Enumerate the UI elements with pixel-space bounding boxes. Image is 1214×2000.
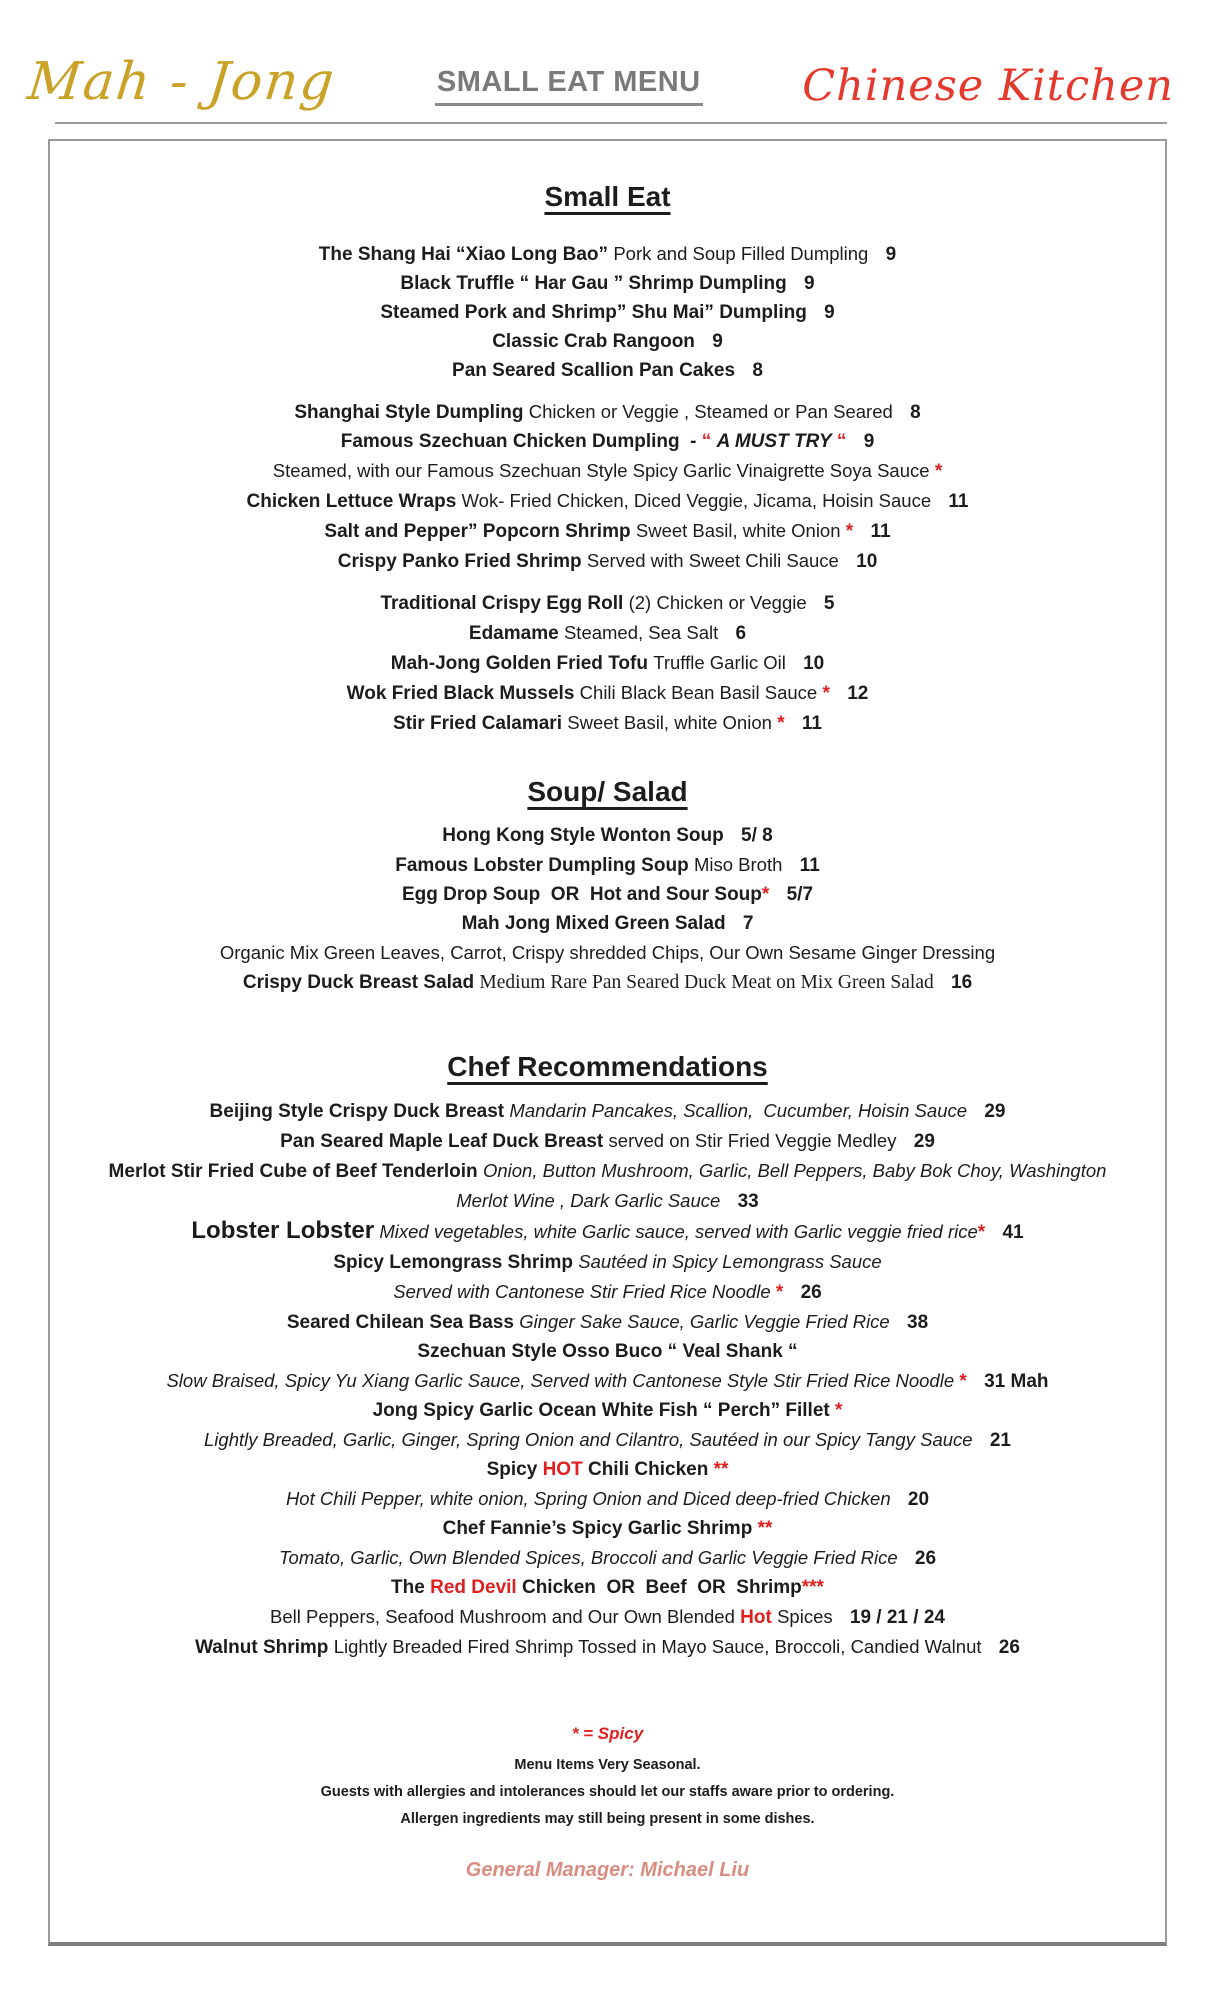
item-text: Pan Seared Maple Leaf Duck Breast bbox=[280, 1131, 604, 1152]
item-text: Spicy Lemongrass Shrimp bbox=[333, 1252, 573, 1273]
spicy-marker: * bbox=[845, 521, 854, 542]
price: 5/7 bbox=[786, 884, 814, 905]
item-text: Organic Mix Green Leaves, Carrot, Crispy shredded Chips, Our Own Sesame Ginger Dressing bbox=[219, 942, 996, 963]
price: 16 bbox=[951, 972, 973, 993]
highlight-text: Red Devil bbox=[430, 1577, 517, 1598]
item-text: Chef Fannie’s Spicy Garlic Shrimp bbox=[442, 1518, 753, 1539]
header bbox=[0, 0, 1214, 118]
menu-line bbox=[102, 1096, 1113, 1126]
price: 5/ 8 bbox=[741, 825, 773, 846]
price: 11 bbox=[948, 491, 969, 512]
item-text: Steamed Pork and Shrimp” Shu Mai” Dumpling bbox=[380, 302, 807, 323]
menu-line bbox=[102, 239, 1113, 269]
menu-line bbox=[102, 546, 1113, 576]
spicy-marker: “ bbox=[836, 431, 847, 452]
item-text: Medium Rare Pan Seared Duck Meat on Mix Green Salad bbox=[479, 972, 934, 993]
price: 6 bbox=[735, 623, 747, 644]
header-divider bbox=[55, 122, 1167, 124]
price: 9 bbox=[863, 431, 875, 452]
highlight-text: HOT bbox=[542, 1459, 583, 1480]
menu-line bbox=[102, 269, 1113, 298]
menu-sections bbox=[102, 181, 1113, 1662]
menu-line bbox=[102, 1514, 1113, 1543]
menu-line bbox=[102, 909, 1113, 938]
item-text: Chicken OR Beef OR Shrimp bbox=[521, 1577, 802, 1598]
menu-line bbox=[102, 1425, 1113, 1455]
spicy-marker: * bbox=[775, 1282, 784, 1303]
footer-note: Menu Items Very Seasonal. bbox=[514, 1757, 701, 1773]
item-text: Miso Broth bbox=[693, 854, 783, 875]
menu-line bbox=[102, 1484, 1113, 1514]
item-text: Sautéed in Spicy Lemongrass Sauce bbox=[578, 1251, 882, 1272]
item-group bbox=[102, 588, 1113, 738]
price: 26 bbox=[998, 1637, 1020, 1658]
menu-line bbox=[102, 298, 1113, 327]
item-text: Bell Peppers, Seafood Mushroom and Our Own Blended bbox=[270, 1606, 735, 1627]
item-text: Mandarin Pancakes, Scallion, Cucumber, Hoisin Sauce bbox=[509, 1100, 968, 1121]
menu-line bbox=[102, 1247, 1113, 1277]
section-small-eat bbox=[102, 181, 1113, 738]
footer-note: Guests with allergies and intolerances should let our staffs aware prior to ordering. bbox=[320, 1784, 895, 1800]
menu-line bbox=[102, 427, 1113, 456]
menu-line bbox=[102, 968, 1113, 997]
price: 21 bbox=[989, 1430, 1011, 1451]
item-text: Walnut Shrimp bbox=[195, 1637, 329, 1658]
item-text: Shanghai Style Dumpling bbox=[294, 402, 524, 423]
item-text: Classic Crab Rangoon bbox=[492, 331, 695, 352]
menu-line bbox=[102, 1602, 1113, 1632]
menu-line bbox=[102, 1573, 1113, 1602]
menu-line bbox=[102, 397, 1113, 427]
spicy-marker: * bbox=[934, 461, 943, 482]
price: 38 bbox=[907, 1312, 929, 1333]
price: 11 bbox=[799, 855, 820, 876]
price: 11 bbox=[870, 521, 891, 542]
menu-line bbox=[102, 1156, 1113, 1216]
menu-line bbox=[102, 1396, 1113, 1425]
item-group bbox=[102, 821, 1113, 997]
spicy-marker: ** bbox=[713, 1459, 729, 1480]
spicy-marker: * bbox=[977, 1222, 986, 1243]
item-text: Mah Jong Mixed Green Salad bbox=[461, 913, 726, 934]
item-text: Merlot Stir Fried Cube of Beef Tenderloin bbox=[108, 1161, 478, 1182]
price: 9 bbox=[824, 302, 835, 323]
item-text: Hot Chili Pepper, white onion, Spring Onion and Diced deep-fried Chicken bbox=[285, 1488, 891, 1509]
menu-line bbox=[102, 678, 1113, 708]
item-text: The Shang Hai “Xiao Long Bao” bbox=[318, 244, 609, 265]
item-text: The bbox=[391, 1577, 425, 1598]
item-text: Steamed, Sea Salt bbox=[563, 622, 719, 643]
price: 8 bbox=[910, 402, 921, 423]
restaurant-logo: Mah - Jong bbox=[24, 52, 339, 112]
menu-line bbox=[102, 708, 1113, 738]
menu-line bbox=[102, 1277, 1113, 1307]
item-text: Onion, Button Mushroom, Garlic, Bell Peppers, Baby Bok Choy, Washington Merlot Wine , Dark Garlic Sauce bbox=[456, 1160, 1112, 1211]
spicy-marker: *** bbox=[801, 1577, 824, 1598]
price: 10 bbox=[803, 653, 825, 674]
spicy-marker: * bbox=[761, 884, 770, 905]
price: 19 / 21 / 24 bbox=[849, 1607, 945, 1628]
item-text: Mah-Jong Golden Fried Tofu bbox=[390, 653, 648, 674]
spicy-marker: ** bbox=[757, 1518, 773, 1539]
item-text: A MUST TRY bbox=[716, 431, 832, 452]
section-heading-chef-recommendations: Chef Recommendations bbox=[447, 1051, 768, 1082]
menu-line bbox=[102, 1455, 1113, 1484]
section-chef-recommendations bbox=[102, 1051, 1113, 1662]
price: 29 bbox=[984, 1101, 1006, 1122]
spicy-marker: * bbox=[777, 713, 785, 734]
footer-note: Allergen ingredients may still being present in some dishes. bbox=[400, 1811, 815, 1827]
menu-footer bbox=[102, 1724, 1113, 1882]
price: 26 bbox=[914, 1548, 937, 1569]
spicy-legend: * = Spicy bbox=[571, 1724, 644, 1743]
item-group bbox=[102, 239, 1113, 385]
price: 10 bbox=[856, 551, 878, 572]
section-heading-soup-salad: Soup/ Salad bbox=[527, 776, 688, 807]
item-text: Pan Seared Scallion Pan Cakes bbox=[452, 360, 736, 381]
highlight-text: Hot bbox=[740, 1607, 772, 1628]
price: 33 bbox=[737, 1191, 759, 1212]
item-text: Seared Chilean Sea Bass bbox=[286, 1312, 514, 1333]
spicy-marker: “ bbox=[701, 431, 712, 452]
item-group bbox=[102, 1096, 1113, 1662]
price: 12 bbox=[847, 683, 869, 704]
item-text: Steamed, with our Famous Szechuan Style Spicy Garlic Vinaigrette Soya Sauce bbox=[272, 460, 930, 481]
item-text: Famous Lobster Dumpling Soup bbox=[395, 855, 689, 876]
page-title: SMALL EAT MENU bbox=[435, 66, 703, 106]
item-text: Chicken Lettuce Wraps bbox=[246, 491, 457, 512]
item-text: Stir Fried Calamari bbox=[393, 713, 562, 734]
price: 41 bbox=[1002, 1222, 1024, 1243]
spicy-marker: * bbox=[959, 1371, 967, 1392]
price: 9 bbox=[885, 244, 897, 265]
price: 11 bbox=[801, 713, 822, 734]
item-text: Truffle Garlic Oil bbox=[653, 652, 786, 673]
item-text: Chili Chicken bbox=[587, 1459, 709, 1480]
item-text: Sweet Basil, white Onion bbox=[635, 520, 841, 541]
item-text: served on Stir Fried Veggie Medley bbox=[608, 1130, 897, 1151]
item-text: Crispy Panko Fried Shrimp bbox=[337, 551, 582, 572]
menu-line bbox=[102, 1337, 1113, 1366]
item-text: Served with Sweet Chili Sauce bbox=[586, 550, 839, 571]
item-text: Slow Braised, Spicy Yu Xiang Garlic Sauce, Served with Cantonese Style Stir Fried Rice Noodle bbox=[166, 1370, 955, 1391]
item-text: Wok- Fried Chicken, Diced Veggie, Jicama, Hoisin Sauce bbox=[461, 490, 932, 511]
price: 20 bbox=[907, 1489, 930, 1510]
item-text: Edamame bbox=[468, 623, 559, 644]
menu-line bbox=[102, 327, 1113, 356]
menu-line bbox=[102, 1632, 1113, 1662]
price: 9 bbox=[712, 331, 723, 352]
spicy-marker: * bbox=[835, 1400, 843, 1421]
menu-line bbox=[102, 1366, 1113, 1396]
price: 9 bbox=[804, 273, 815, 294]
item-group bbox=[102, 397, 1113, 576]
menu-line bbox=[102, 456, 1113, 486]
menu-line bbox=[102, 850, 1113, 880]
item-text: Ginger Sake Sauce, Garlic Veggie Fried Rice bbox=[519, 1311, 890, 1332]
item-text: Wok Fried Black Mussels bbox=[346, 683, 575, 704]
menu-line bbox=[102, 1216, 1113, 1247]
price: 26 bbox=[800, 1282, 822, 1303]
item-text: Szechuan Style Osso Buco “ Veal Shank “ bbox=[417, 1341, 798, 1362]
item-text: Crispy Duck Breast Salad bbox=[242, 972, 475, 993]
item-text: Black Truffle “ Har Gau ” Shrimp Dumpling bbox=[400, 273, 787, 294]
menu-line bbox=[102, 938, 1113, 968]
item-text: Spices bbox=[777, 1606, 833, 1627]
item-text: Chicken or Veggie , Steamed or Pan Seared bbox=[528, 401, 893, 422]
item-text: Tomato, Garlic, Own Blended Spices, Broccoli and Garlic Veggie Fried Rice bbox=[278, 1547, 898, 1568]
menu-line bbox=[102, 516, 1113, 546]
item-text: Pork and Soup Filled Dumpling bbox=[613, 243, 869, 264]
item-text: Beijing Style Crispy Duck Breast bbox=[209, 1101, 505, 1122]
menu-line bbox=[102, 486, 1113, 516]
menu-line bbox=[102, 821, 1113, 850]
item-text: Lobster Lobster bbox=[191, 1217, 375, 1244]
price: 5 bbox=[823, 593, 835, 614]
item-text: Lightly Breaded, Garlic, Ginger, Spring Onion and Cilantro, Sautéed in our Spicy Tangy Sauce bbox=[204, 1429, 973, 1450]
menu-line bbox=[102, 618, 1113, 648]
menu-document bbox=[48, 139, 1167, 1946]
price: 31 Mah bbox=[984, 1371, 1049, 1392]
menu-line bbox=[102, 588, 1113, 618]
item-text: Chili Black Bean Basil Sauce bbox=[579, 682, 818, 703]
section-heading-small-eat: Small Eat bbox=[544, 181, 671, 212]
item-text: Hong Kong Style Wonton Soup bbox=[442, 825, 724, 846]
item-text: Spicy bbox=[486, 1459, 538, 1480]
price: 7 bbox=[742, 913, 754, 934]
menu-line bbox=[102, 648, 1113, 678]
item-text: Jong Spicy Garlic Ocean White Fish “ Perch” Fillet bbox=[372, 1400, 830, 1421]
menu-line bbox=[102, 1543, 1113, 1573]
item-text: Famous Szechuan Chicken Dumpling - bbox=[340, 431, 697, 452]
item-text: Egg Drop Soup OR Hot and Sour Soup bbox=[401, 884, 762, 905]
brand-name: Chinese Kitchen bbox=[802, 61, 1174, 111]
item-text: Lightly Breaded Fired Shrimp Tossed in Mayo Sauce, Broccoli, Candied Walnut bbox=[333, 1636, 982, 1657]
menu-line bbox=[102, 356, 1113, 385]
item-text: Salt and Pepper” Popcorn Shrimp bbox=[324, 521, 631, 542]
menu-line bbox=[102, 1307, 1113, 1337]
item-text: Served with Cantonese Stir Fried Rice Noodle bbox=[393, 1281, 771, 1302]
price: 8 bbox=[752, 360, 763, 381]
menu-line bbox=[102, 1126, 1113, 1156]
item-text: Traditional Crispy Egg Roll bbox=[380, 593, 624, 614]
item-text: Mixed vegetables, white Garlic sauce, served with Garlic veggie fried rice bbox=[379, 1221, 978, 1242]
item-text: Chicken or Veggie bbox=[656, 592, 807, 613]
section-soup-salad bbox=[102, 776, 1113, 997]
item-text: Sweet Basil, white Onion bbox=[567, 712, 772, 733]
price: 29 bbox=[913, 1131, 935, 1152]
item-text: (2) bbox=[628, 592, 652, 613]
menu-line bbox=[102, 880, 1113, 909]
general-manager-line: General Manager: Michael Liu bbox=[465, 1859, 750, 1881]
spicy-marker: * bbox=[822, 683, 830, 704]
